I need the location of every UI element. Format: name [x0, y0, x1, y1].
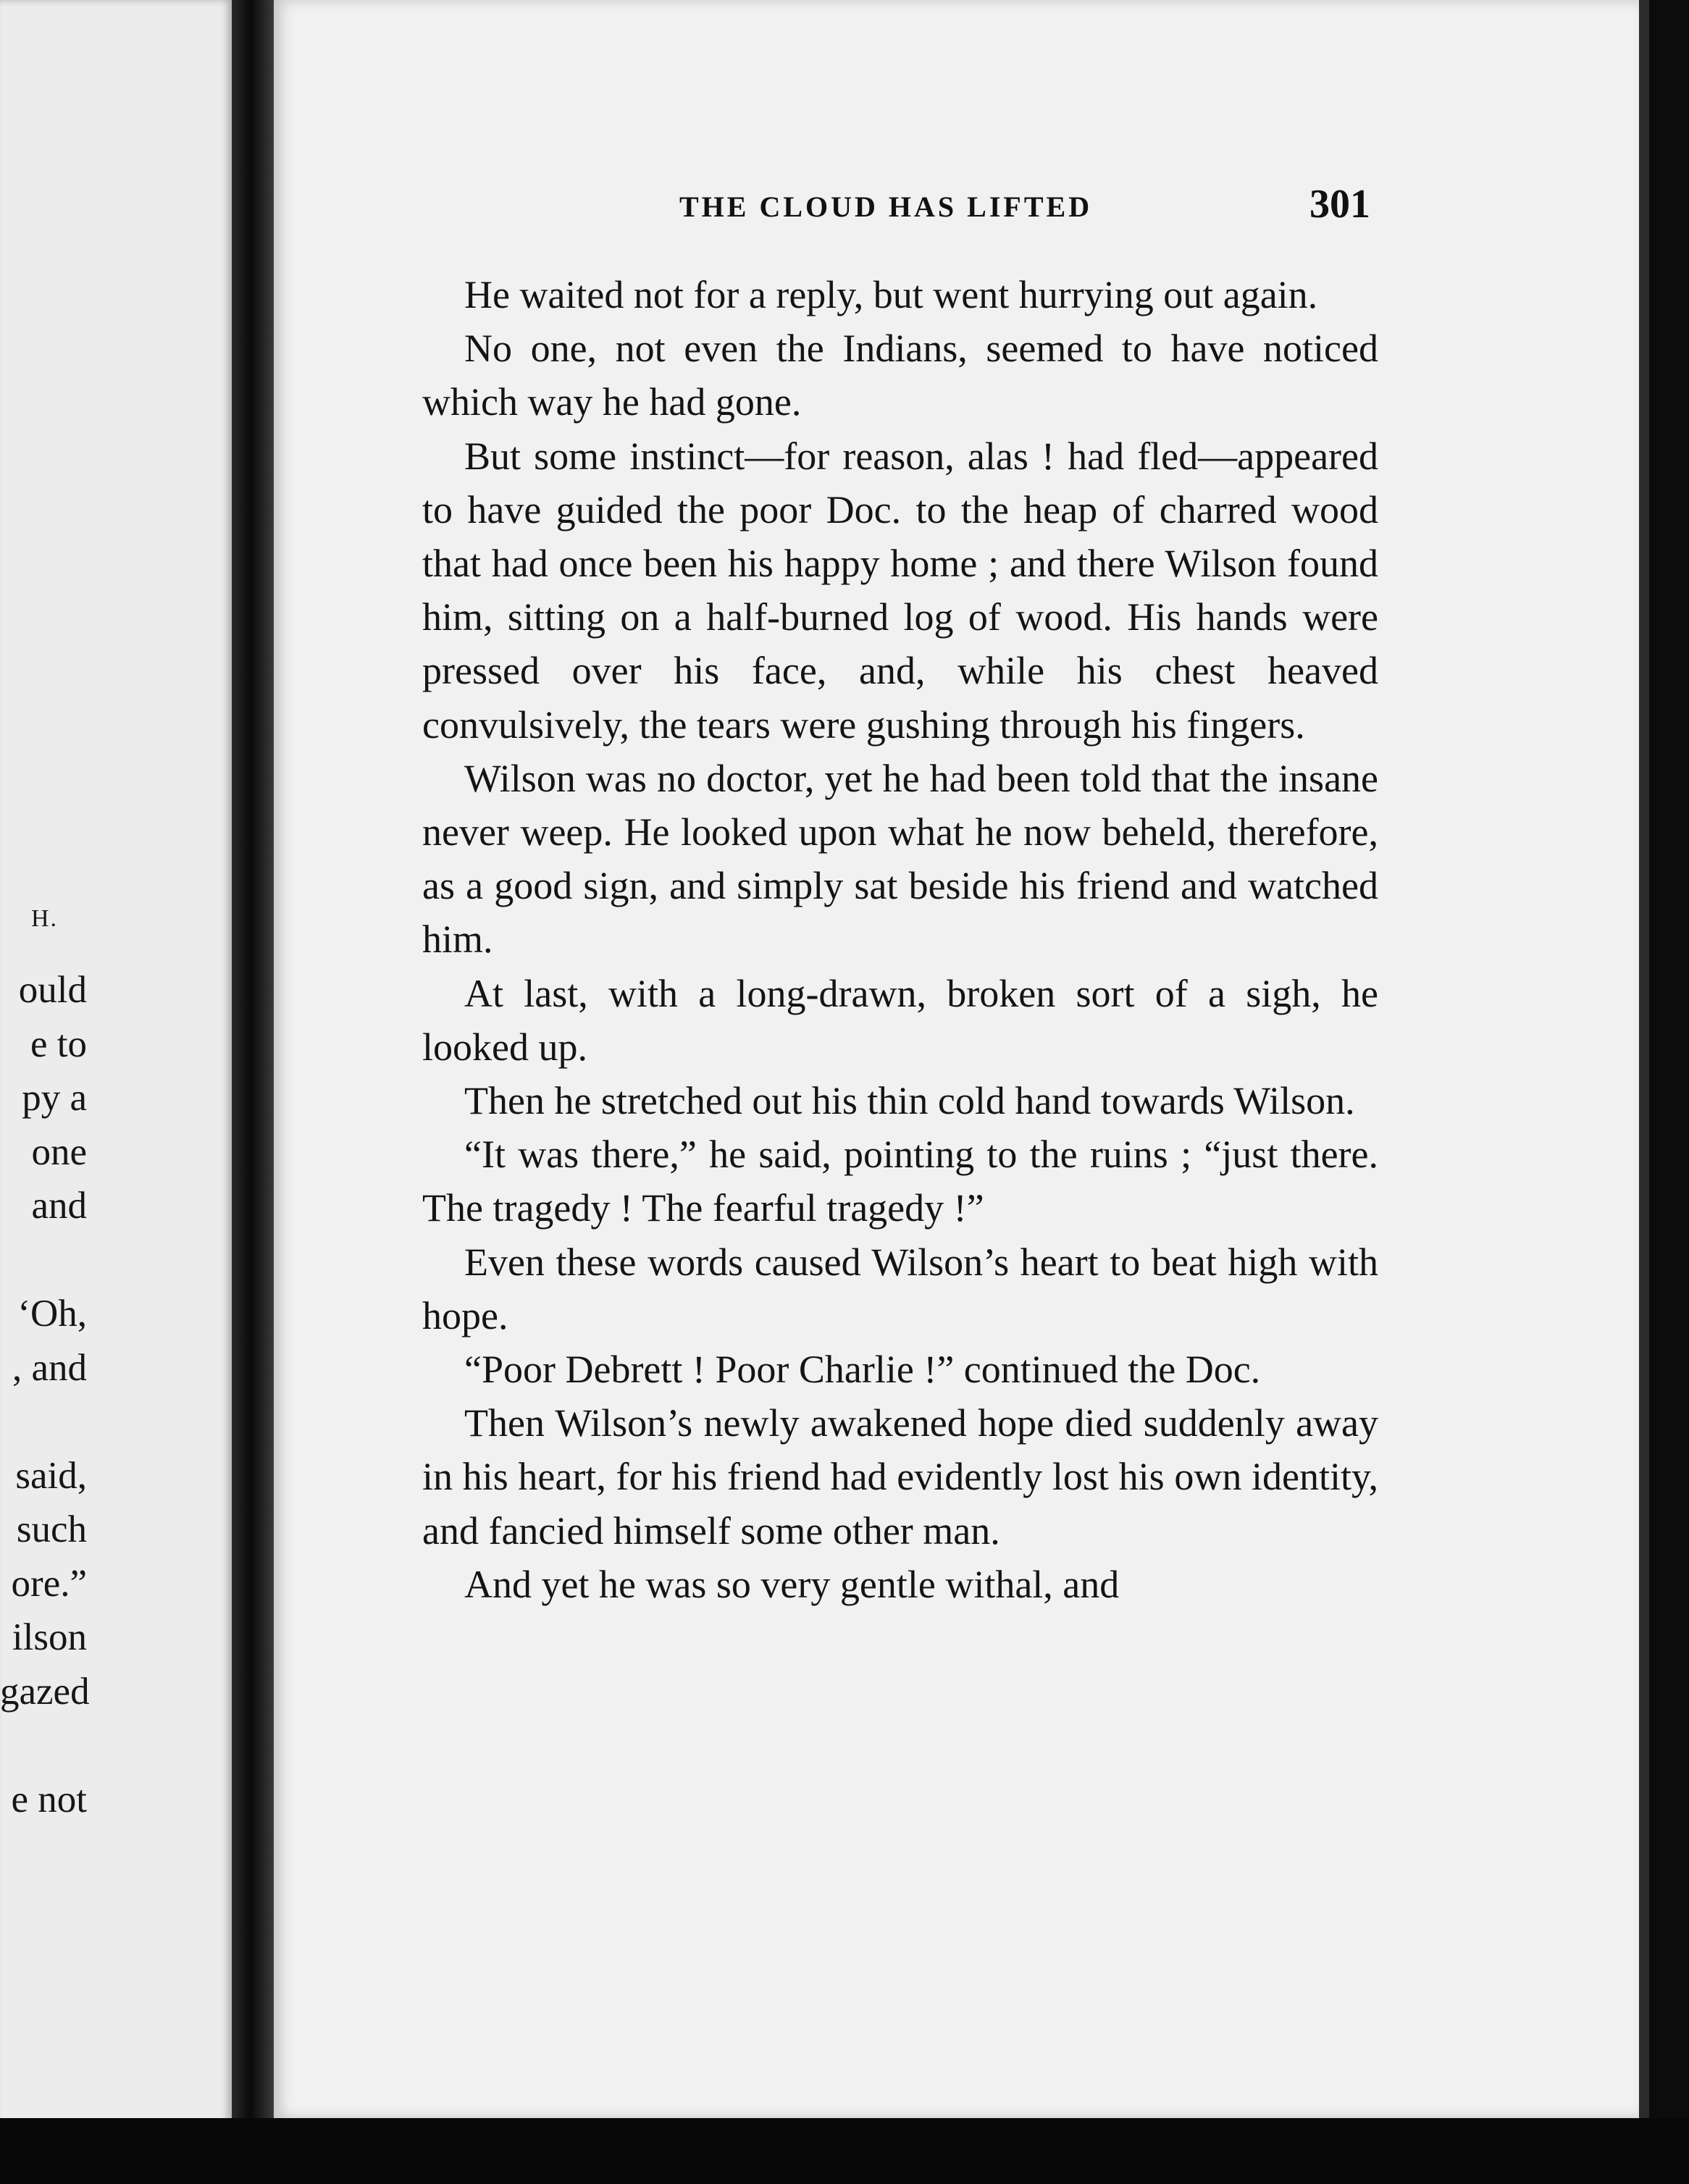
- paragraph: At last, with a long-drawn, broken sort of a sigh, he looked up.: [422, 971, 1378, 1069]
- previous-page-line: such: [16, 1508, 87, 1550]
- previous-page-line: e to: [30, 1022, 87, 1065]
- paragraph: And yet he was so very gentle withal, and: [464, 1562, 1120, 1606]
- previous-page-line: py a: [22, 1077, 87, 1119]
- book-gutter: [232, 0, 274, 2184]
- previous-page-line: [0, 1395, 232, 1449]
- previous-page-line: [0, 1718, 232, 1773]
- paragraph: No one, not even the Indians, seemed to have noticed which way he had gone.: [422, 327, 1378, 424]
- previous-page-line: and: [31, 1185, 87, 1227]
- previous-page-heading-fragment: H.: [30, 905, 58, 932]
- previous-page-line: ore.”: [11, 1562, 87, 1605]
- previous-page-fragment: [0, 0, 232, 2129]
- paragraph: “It was there,” he said, pointing to the ruins ; “just there. The tragedy ! The fearful tragedy !”: [422, 1133, 1378, 1230]
- paragraph: He waited not for a reply, but went hurrying out again.: [464, 273, 1318, 316]
- running-head: THE CLOUD HAS LIFTED: [679, 190, 1093, 223]
- paragraph: Then Wilson’s newly awakened hope died suddenly away in his heart, for his friend had evidently lost his own identity, and fancied himself some other man.: [422, 1401, 1378, 1553]
- page-number: 301: [1309, 182, 1370, 227]
- scan-background: [0, 2118, 1689, 2184]
- previous-page-line: ilson: [12, 1616, 87, 1658]
- previous-page-line: said,: [15, 1454, 87, 1497]
- paragraph: “Poor Debrett ! Poor Charlie !” continued the Doc.: [464, 1348, 1261, 1392]
- previous-page-line: , and: [12, 1346, 87, 1389]
- previous-page-line: gazed: [0, 1670, 90, 1713]
- previous-page-line: one: [31, 1130, 87, 1173]
- page-body: [422, 268, 1378, 1611]
- previous-page-line: ould: [18, 969, 87, 1011]
- paragraph: Wilson was no doctor, yet he had been told that the insane never weep. He looked upon what he now beheld, therefore, as a good sign, and simply sat beside his friend and watched him.: [422, 756, 1378, 962]
- paragraph: Then he stretched out his thin cold hand towards Wilson.: [464, 1079, 1355, 1123]
- previous-page-text-fragments: [0, 963, 232, 1826]
- previous-page-line: e not: [11, 1778, 87, 1820]
- paragraph: Even these words caused Wilson’s heart to beat high with hope.: [422, 1240, 1378, 1337]
- book-page: [274, 0, 1649, 2118]
- previous-page-line: [0, 1233, 232, 1288]
- paragraph: But some instinct—for reason, alas ! had fled—appeared to have guided the poor Doc. to the heap of charred wood that had once been his happy home ; and there Wilson found him, sitting on a half-burned log of wood. His hands were pressed over his face, and, while his chest heaved convulsively, the tears were gushing through his fingers.: [422, 434, 1378, 747]
- previous-page-line: ‘Oh,: [17, 1293, 87, 1335]
